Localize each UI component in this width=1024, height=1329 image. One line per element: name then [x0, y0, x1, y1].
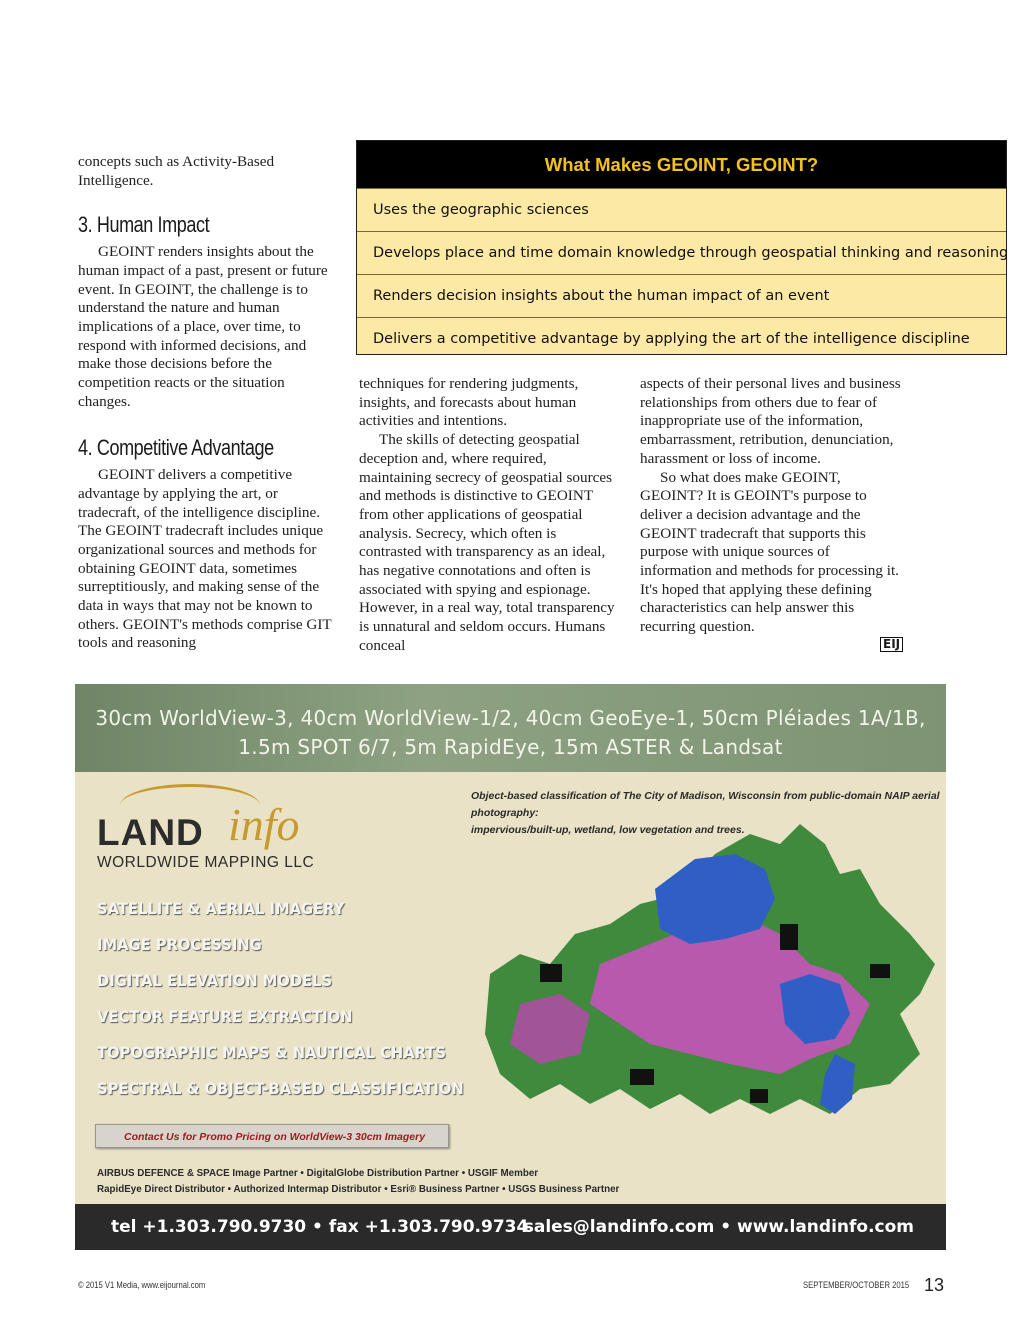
page-number: 13 — [924, 1275, 945, 1295]
sidebar-row: Delivers a competitive advantage by applying the art of the intelligence discipline — [357, 317, 1006, 360]
sidebar-row: Uses the geographic sciences — [357, 188, 1006, 231]
sensor-banner — [75, 684, 946, 772]
service-item: SPECTRAL & OBJECT-BASED CLASSIFICATION — [97, 1079, 464, 1098]
madison-classification-map — [480, 814, 940, 1144]
landinfo-advertisement[interactable] — [75, 684, 946, 1250]
issue-date: SEPTEMBER/OCTOBER 2015 — [803, 1280, 910, 1290]
map-wetland — [780, 924, 798, 950]
map-wetland — [630, 1069, 654, 1085]
logo-subtitle: WORLDWIDE MAPPING LLC — [97, 854, 315, 871]
services-list — [97, 898, 496, 1114]
ad-contact-bar — [75, 1204, 946, 1250]
service-item: VECTOR FEATURE EXTRACTION — [97, 1007, 353, 1026]
partners-text — [97, 1166, 619, 1198]
column-1 — [78, 153, 340, 653]
sidebar-row: Renders decision insights about the human impact of an event — [357, 274, 1006, 317]
sensors-line-1: 30cm WorldView-3, 40cm WorldView-1/2, 40cm GeoEye-1, 50cm Pléiades 1A/1B, — [95, 706, 926, 730]
geoint-sidebar — [356, 140, 1007, 355]
service-item: SATELLITE & AERIAL IMAGERY — [97, 899, 345, 918]
column3-para-a: aspects of their personal lives and business relationships from others due to fear of inappropriate use of the information, embarrassment, retribution, denunciation, harassment or loss of income. — [640, 375, 901, 467]
column2-para-b: The skills of detecting geospatial deception and, where required, maintaining secrecy of geospatial sources and methods is distinctive to GEOINT from other applications of geospatial analysis. Secrecy, which often is contrasted with transparency as an ideal, has negative connotations and often is associated with spying and espionage. However, in a real way, total transparency is unnatural and seldom occurs. Humans conceal — [359, 431, 615, 654]
column2-para-a: techniques for rendering judgments, insights, and forecasts about human activities and intentions. — [359, 375, 579, 430]
sidebar-row: Develops place and time domain knowledge through geospatial thinking and reasoning — [357, 231, 1006, 274]
para-competitive-advantage: GEOINT delivers a competitive advantage by applying the art, or tradecraft, of the intelligence discipline. The GEOINT tradecraft includes unique organizational sources and methods for obtaining GEOINT data, sometimes surreptitiously, and making sense of the data in ways that may not be known to others. GEOINT's methods comprise GIT tools and reasoning — [78, 466, 332, 652]
end-mark-icon: EIJ — [880, 637, 903, 652]
phone-fax[interactable]: tel +1.303.790.9730 • fax +1.303.790.9734 — [111, 1217, 529, 1237]
partners-line: RapidEye Direct Distributor • Authorized Intermap Distributor • Esri® Business Partner • USGS Business Partner — [97, 1184, 620, 1195]
service-item: TOPOGRAPHIC MAPS & NAUTICAL CHARTS — [97, 1043, 446, 1062]
sensors-line-2: 1.5m SPOT 6/7, 5m RapidEye, 15m ASTER & Landsat — [238, 735, 783, 759]
partners-line: AIRBUS DEFENCE & SPACE Image Partner • DigitalGlobe Distribution Partner • USGIF Member — [97, 1168, 539, 1179]
service-item: DIGITAL ELEVATION MODELS — [97, 971, 333, 990]
heading-human-impact: 3. Human Impact — [78, 212, 210, 238]
map-wetland — [870, 964, 890, 978]
email-website[interactable]: sales@landinfo.com • www.landinfo.com — [523, 1217, 914, 1237]
para-human-impact: GEOINT renders insights about the human impact of a past, present or future event. In GEOINT, the challenge is to understand the nature and human implications of a place, over time, to respond with informed decisions, and make those decisions before the competition reacts or the situation changes. — [78, 243, 328, 410]
logo-land: LAND — [97, 812, 204, 853]
column-2 — [359, 375, 619, 656]
map-wetland — [750, 1089, 768, 1103]
logo-info: info — [228, 799, 300, 850]
map-wetland — [540, 964, 562, 982]
column-3 — [640, 375, 902, 637]
intro-tail: concepts such as Activity-Based Intelligence. — [78, 153, 275, 189]
copyright: © 2015 V1 Media, www.eijournal.com — [78, 1280, 206, 1290]
map-caption-line: impervious/built-up, wetland, low vegetation and trees. — [471, 824, 745, 836]
map-caption-line: Object-based classification of The City of Madison, Wisconsin from public-domain NAIP aerial photography: — [471, 790, 940, 819]
column3-para-b: So what does make GEOINT, GEOINT? It is GEOINT's purpose to deliver a decision advantage and the GEOINT tradecraft that supports this purpose with unique sources of information and methods for processing it. It's hoped that applying these defining characteristics can help answer this recurring question. — [640, 468, 899, 636]
heading-competitive-advantage: 4. Competitive Advantage — [78, 435, 274, 461]
service-item: IMAGE PROCESSING — [97, 935, 262, 954]
sidebar-title: What Makes GEOINT, GEOINT? — [357, 141, 1006, 188]
promo-button[interactable]: Contact Us for Promo Pricing on WorldView-3 30cm Imagery — [95, 1124, 449, 1148]
